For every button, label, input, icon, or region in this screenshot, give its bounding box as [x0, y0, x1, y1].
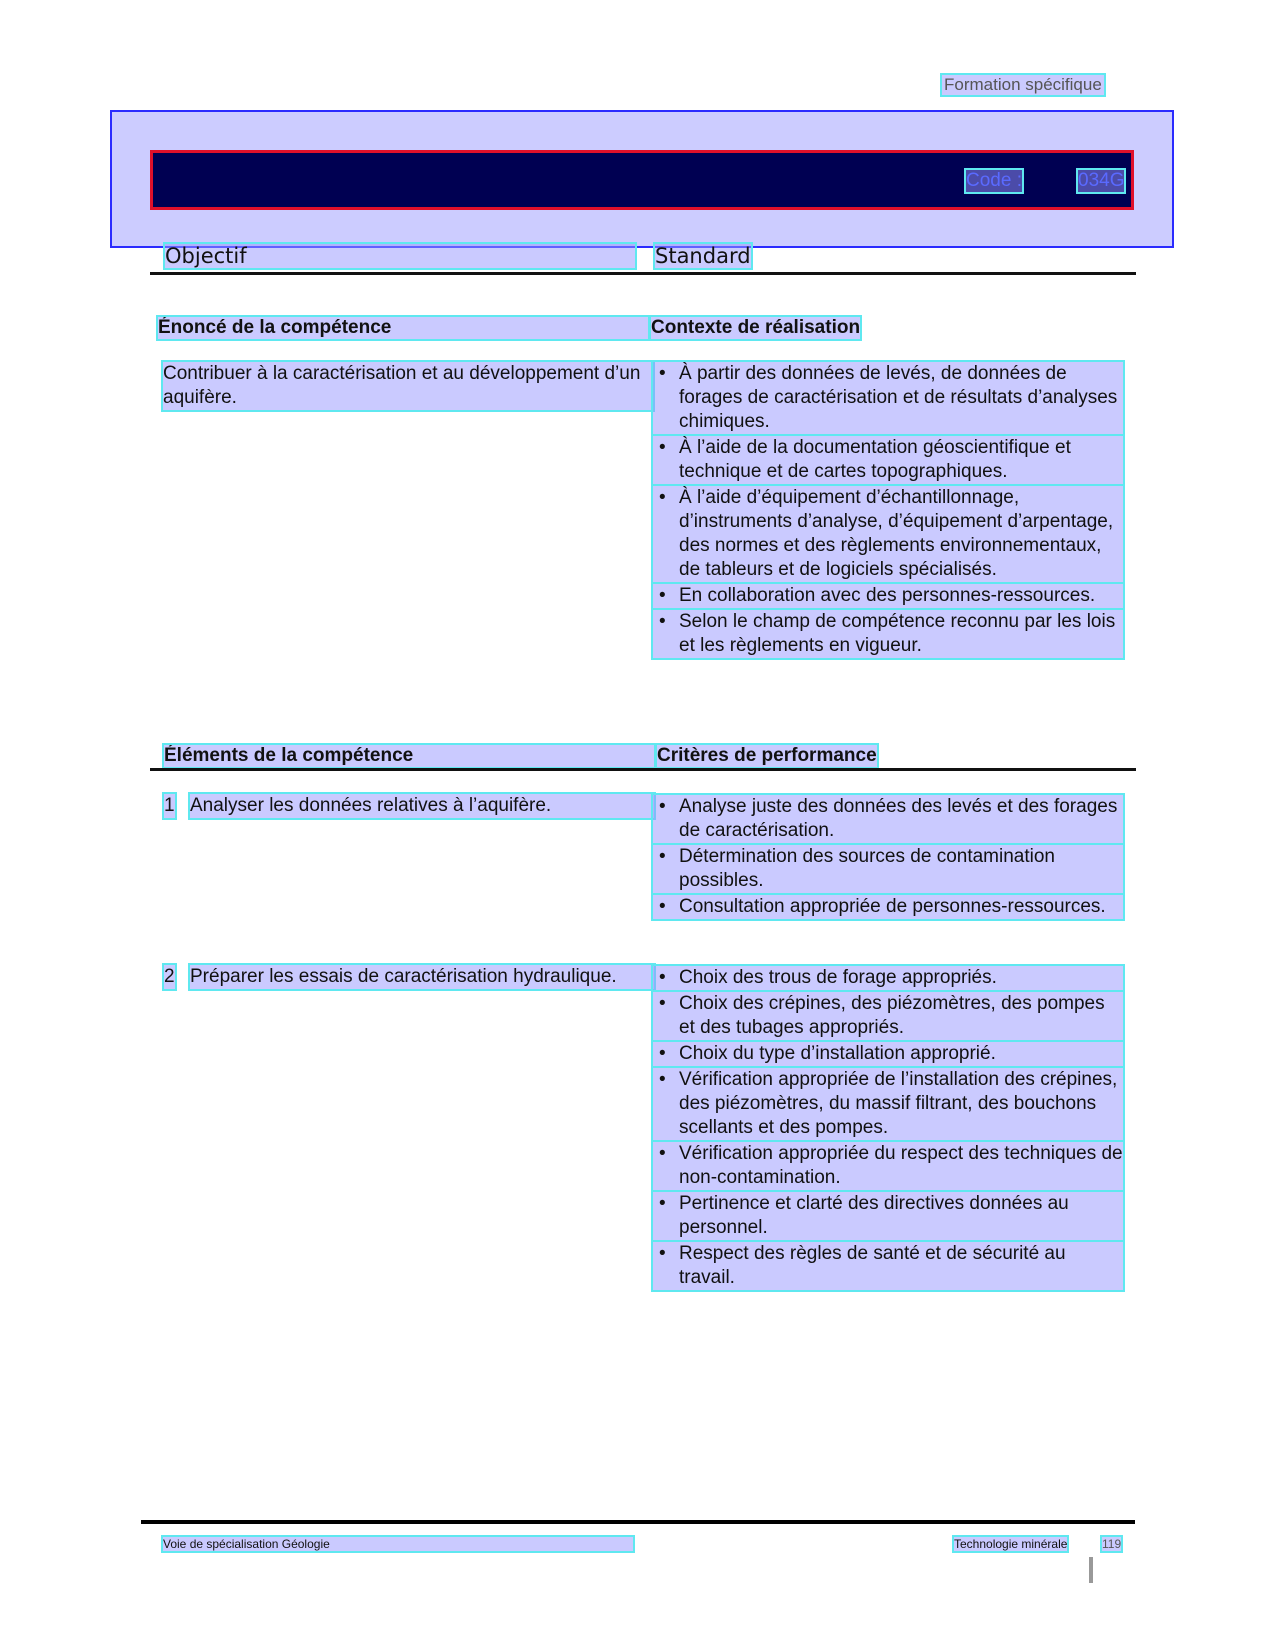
contexte-heading: Contexte de réalisation — [651, 317, 861, 338]
list-item: • À partir des données de levés, de données de forages de caractérisation et de résultats d’analyses chimiques. — [653, 362, 1123, 434]
code-value: 034G — [1078, 170, 1125, 191]
list-item: • Choix du type d’installation approprié. — [653, 1042, 1123, 1066]
list-item: • Respect des règles de santé et de sécurité au travail. — [653, 1242, 1123, 1290]
element-text: Préparer les essais de caractérisation hydraulique. — [190, 965, 654, 989]
list-item: • Consultation appropriée de personnes-ressources. — [653, 895, 1123, 919]
column-header-standard: Standard — [655, 244, 751, 268]
enonce-text: Contribuer à la caractérisation et au développement d’un aquifère. — [163, 362, 653, 410]
contexte-list — [653, 362, 1123, 660]
section-label: Formation spécifique — [944, 75, 1102, 94]
list-item: • Vérification appropriée du respect des techniques de non-contamination. — [653, 1142, 1123, 1190]
header-divider — [150, 272, 1136, 275]
list-item: • À l’aide de la documentation géoscientifique et technique et de cartes topographiques. — [653, 436, 1123, 484]
text-cursor — [1089, 1557, 1093, 1583]
code-label: Code : — [966, 170, 1022, 191]
page-number: 119 — [1102, 1537, 1122, 1551]
list-item: • Pertinence et clarté des directives données au personnel. — [653, 1192, 1123, 1240]
list-item: • En collaboration avec des personnes-ressources. — [653, 584, 1123, 608]
footer-left-text: Voie de spécialisation Géologie — [163, 1537, 633, 1551]
elements-heading: Éléments de la compétence — [164, 745, 654, 767]
list-item: • Vérification appropriée de l’installation des crépines, des piézomètres, du massif filtrant, des bouchons scellants et des pompes. — [653, 1068, 1123, 1140]
element-number: 1 — [164, 795, 175, 816]
list-item: • Choix des trous de forage appropriés. — [653, 966, 1123, 990]
element-text: Analyser les données relatives à l’aquifère. — [190, 794, 654, 818]
elements-divider — [150, 768, 1136, 771]
footer-divider — [141, 1520, 1135, 1524]
list-item: • Choix des crépines, des piézomètres, des pompes et des tubages appropriés. — [653, 992, 1123, 1040]
element-number: 2 — [164, 966, 175, 987]
enonce-heading: Énoncé de la compétence — [158, 317, 648, 339]
footer-right-text: Technologie minérale — [954, 1537, 1068, 1551]
criteria-list — [653, 795, 1123, 921]
criteria-list — [653, 966, 1123, 1292]
list-item: • Selon le champ de compétence reconnu par les lois et les règlements en vigueur. — [653, 610, 1123, 658]
criteria-heading: Critères de performance — [657, 745, 877, 766]
list-item: • À l’aide d’équipement d’échantillonnage, d’instruments d’analyse, d’équipement d’arpentage, des normes et des règlements environnementaux, de tableurs et de logiciels spécialisés. — [653, 486, 1123, 582]
list-item: • Détermination des sources de contamination possibles. — [653, 845, 1123, 893]
list-item: • Analyse juste des données des levés et des forages de caractérisation. — [653, 795, 1123, 843]
column-header-objectif: Objectif — [165, 244, 635, 268]
